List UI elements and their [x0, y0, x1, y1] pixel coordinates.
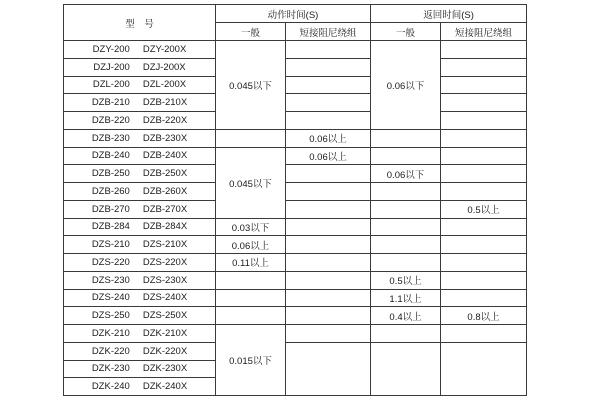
table-row [64, 147, 527, 165]
action-general-cell [216, 271, 286, 289]
return-damping-cell: 0.5以上 [441, 200, 527, 218]
model-name-x: DZJ-200X [142, 61, 186, 73]
return-damping-cell: 0.8以上 [441, 307, 527, 325]
model-name: DZB-284 [91, 221, 130, 233]
table-row [64, 58, 527, 76]
model-cell [64, 183, 216, 201]
return-general-cell: 0.06以下 [371, 165, 441, 183]
table-row [64, 112, 527, 130]
model-cell [64, 200, 216, 218]
model-name: DZY-200 [92, 43, 130, 55]
action-damping-cell [286, 218, 371, 236]
table-row [64, 76, 527, 94]
model-cell [64, 218, 216, 236]
return-general-cell [371, 236, 441, 254]
model-name-x: DZB-210X [142, 97, 188, 109]
return-general-cell [371, 325, 441, 343]
return-general-cell: 0.4以上 [371, 307, 441, 325]
action-damping-cell [286, 58, 371, 76]
return-damping-subheader: 短接阻尼绕组 [441, 23, 527, 41]
model-name-x: DZK-210X [142, 327, 188, 339]
action-damping-cell [286, 94, 371, 112]
table-row [64, 183, 527, 201]
model-name-x: DZB-230X [142, 132, 188, 144]
table-row [64, 342, 527, 360]
return-damping-cell [441, 183, 527, 201]
action-general-cell: 0.015以下 [216, 325, 286, 396]
model-name-x: DZB-284X [142, 221, 188, 233]
return-general-cell [371, 147, 441, 165]
return-damping-cell [441, 218, 527, 236]
model-name: DZB-260 [91, 185, 130, 197]
model-cell [64, 254, 216, 272]
model-name-x: DZS-210X [142, 239, 188, 251]
action-damping-cell [286, 112, 371, 130]
model-cell [64, 236, 216, 254]
model-header: 型 号 [64, 5, 216, 41]
action-damping-cell: 0.06以上 [286, 129, 371, 147]
return-damping-cell [441, 58, 527, 76]
action-damping-cell [286, 307, 371, 325]
table-row [64, 325, 527, 343]
action-damping-cell [286, 236, 371, 254]
model-name: DZL-200 [92, 79, 130, 91]
model-name-x: DZB-250X [142, 168, 188, 180]
model-name-x: DZK-220X [142, 345, 188, 357]
model-name: DZS-240 [91, 292, 130, 304]
action-damping-cell [286, 165, 371, 183]
model-name-x: DZK-240X [142, 381, 188, 393]
return-damping-cell [441, 147, 527, 165]
model-cell [64, 129, 216, 147]
action-general-cell [216, 289, 286, 307]
table-row [64, 41, 527, 59]
model-cell [64, 360, 216, 378]
model-name-x: DZS-240X [142, 292, 188, 304]
model-name-x: DZB-270X [142, 203, 188, 215]
action-damping-cell [286, 200, 371, 218]
model-name: DZK-220 [91, 345, 130, 357]
return-general-cell: 1.1以上 [371, 289, 441, 307]
return-general-cell [371, 200, 441, 218]
model-cell [64, 41, 216, 59]
model-cell [64, 58, 216, 76]
model-cell [64, 165, 216, 183]
table-row [64, 218, 527, 236]
table-row [64, 200, 527, 218]
model-name-x: DZS-250X [142, 310, 188, 322]
model-name: DZK-230 [91, 363, 130, 375]
return-damping-cell [441, 94, 527, 112]
model-name-x: DZB-260X [142, 185, 188, 197]
return-general-cell: 0.06以下 [371, 41, 441, 130]
return-general-cell [371, 183, 441, 201]
return-general-cell [371, 129, 441, 147]
table-row [64, 289, 527, 307]
model-cell [64, 289, 216, 307]
return-damping-cell [441, 342, 527, 395]
model-cell [64, 112, 216, 130]
model-name: DZS-230 [91, 274, 130, 286]
model-name-x: DZL-200X [142, 79, 187, 91]
action-general-cell [216, 129, 286, 147]
action-general-cell: 0.11以上 [216, 254, 286, 272]
model-name-x: DZY-200X [142, 43, 187, 55]
return-damping-cell [441, 236, 527, 254]
model-name-x: DZS-230X [142, 274, 188, 286]
model-name: DZB-240 [91, 150, 130, 162]
model-name-x: DZB-220X [142, 114, 188, 126]
action-damping-subheader: 短接阻尼绕组 [286, 23, 371, 41]
model-name-x: DZS-220X [142, 256, 188, 268]
return-general-cell: 0.5以上 [371, 271, 441, 289]
return-damping-cell [441, 129, 527, 147]
model-name: DZB-270 [91, 203, 130, 215]
model-name: DZJ-200 [93, 61, 130, 73]
action-general-cell [216, 307, 286, 325]
header-row-1 [64, 5, 527, 23]
model-name-x: DZB-240X [142, 150, 188, 162]
model-name: DZK-210 [91, 327, 130, 339]
model-cell [64, 378, 216, 396]
model-name-x: DZK-230X [142, 363, 188, 375]
return-general-cell [371, 342, 441, 395]
return-damping-cell [441, 76, 527, 94]
spec-table [63, 4, 527, 396]
action-general-cell: 0.06以上 [216, 236, 286, 254]
table-row [64, 254, 527, 272]
return-general-cell [371, 254, 441, 272]
action-general-subheader: 一般 [216, 23, 286, 41]
action-damping-cell [286, 183, 371, 201]
action-damping-cell [286, 271, 371, 289]
model-name: DZS-250 [91, 310, 130, 322]
model-cell [64, 271, 216, 289]
model-cell [64, 325, 216, 343]
action-general-cell: 0.045以下 [216, 41, 286, 130]
return-damping-cell [441, 165, 527, 183]
model-cell [64, 76, 216, 94]
return-time-header: 返回时间(S) [371, 5, 527, 23]
model-cell [64, 342, 216, 360]
model-name: DZB-230 [91, 132, 130, 144]
action-damping-cell [286, 41, 371, 59]
return-damping-cell [441, 289, 527, 307]
table-row [64, 271, 527, 289]
action-damping-cell [286, 342, 371, 395]
action-damping-cell [286, 254, 371, 272]
return-general-subheader: 一般 [371, 23, 441, 41]
table-row [64, 94, 527, 112]
model-name: DZB-220 [91, 114, 130, 126]
action-general-cell: 0.045以下 [216, 147, 286, 218]
action-damping-cell [286, 325, 371, 343]
return-damping-cell [441, 271, 527, 289]
model-name: DZK-240 [91, 381, 130, 393]
action-damping-cell [286, 76, 371, 94]
return-general-cell [371, 218, 441, 236]
model-name: DZS-210 [91, 239, 130, 251]
return-damping-cell [441, 112, 527, 130]
model-name: DZS-220 [91, 256, 130, 268]
action-general-cell: 0.03以下 [216, 218, 286, 236]
model-name: DZB-250 [91, 168, 130, 180]
table-row [64, 165, 527, 183]
table-row [64, 236, 527, 254]
table-row [64, 307, 527, 325]
model-cell [64, 307, 216, 325]
return-damping-cell [441, 41, 527, 59]
table-row [64, 129, 527, 147]
return-damping-cell [441, 254, 527, 272]
return-damping-cell [441, 325, 527, 343]
action-damping-cell [286, 289, 371, 307]
action-damping-cell: 0.06以上 [286, 147, 371, 165]
model-name: DZB-210 [91, 97, 130, 109]
model-cell [64, 94, 216, 112]
model-cell [64, 147, 216, 165]
action-time-header: 动作时间(S) [216, 5, 371, 23]
